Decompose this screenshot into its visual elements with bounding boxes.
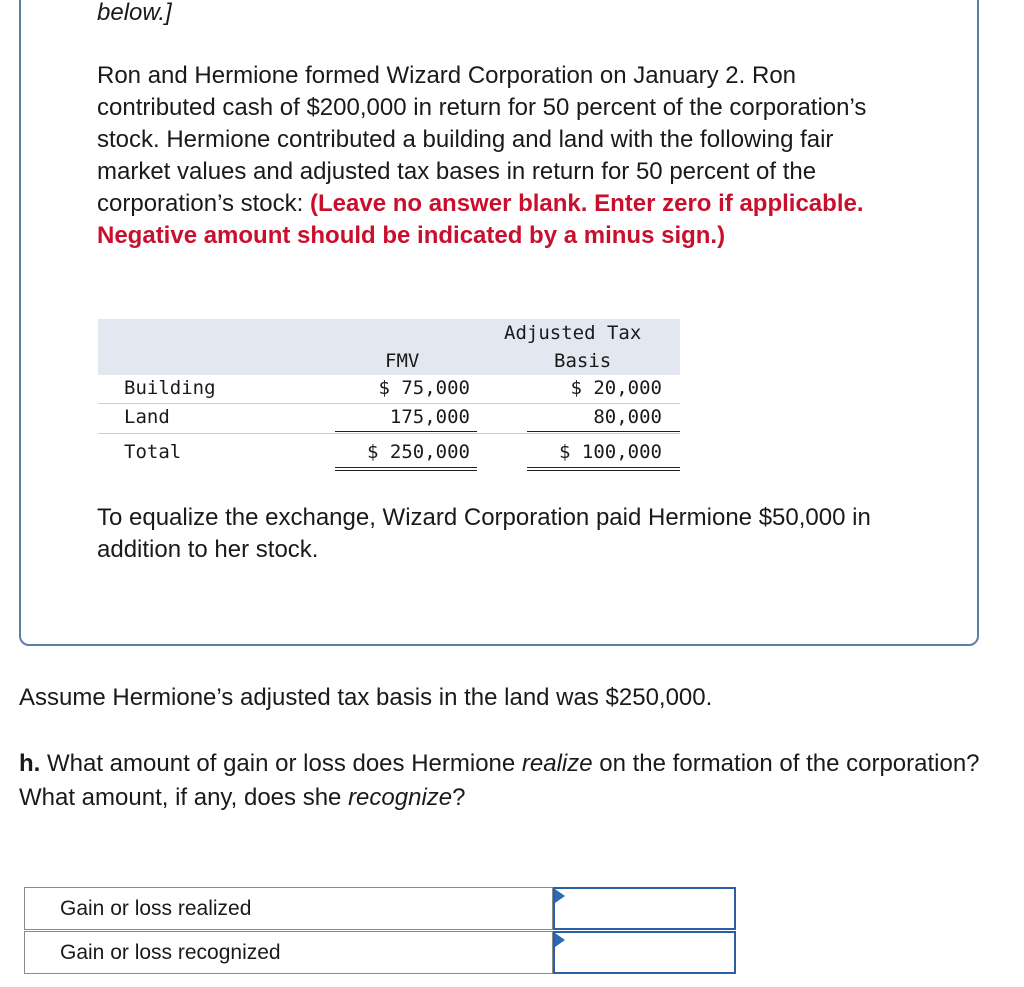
basis-subtotal-rule [527, 431, 680, 432]
row-label-land: Land [124, 406, 170, 428]
problem-paragraph [97, 60, 897, 252]
answer-table [24, 887, 736, 975]
answer-row-recognized [24, 931, 736, 974]
question-realize: realize [521, 750, 593, 777]
instruction-text: (Leave no answer blank. Enter zero if applicable. Negative amount should be indicated by a minus sign.) [97, 190, 864, 249]
row-divider [98, 403, 680, 404]
answer-row-realized [24, 887, 736, 930]
assumption-text: Assume Hermione’s adjusted tax basis in the land was $250,000. [19, 684, 713, 711]
land-basis: 80,000 [593, 406, 662, 428]
gain-realized-input[interactable] [553, 887, 736, 930]
header-adjusted-tax: Adjusted Tax [504, 322, 642, 344]
fmv-subtotal-rule [335, 431, 477, 432]
row-label-total: Total [124, 441, 182, 463]
question-part3: ? [452, 784, 466, 811]
gain-recognized-label: Gain or loss recognized [24, 931, 553, 974]
question-recognize: recognize [348, 784, 453, 811]
building-basis: $ 20,000 [570, 377, 662, 399]
total-basis: $ 100,000 [559, 441, 662, 463]
input-flag-icon [555, 933, 565, 947]
land-fmv: 175,000 [389, 406, 470, 428]
row-divider [98, 433, 680, 434]
intro-tail-text: below.] [97, 0, 172, 26]
question-part2: on the formation of the corporation? What amount, if any, does she [19, 750, 980, 811]
closing-paragraph: To equalize the exchange, Wizard Corporation paid Hermione $50,000 in addition to her stock. [97, 504, 871, 563]
gain-recognized-input[interactable] [553, 931, 736, 974]
gain-realized-label: Gain or loss realized [24, 887, 553, 930]
problem-statement: Ron and Hermione formed Wizard Corporation on January 2. Ron contributed cash of $200,000 in return for 50 percent of the corporation’s stock. Hermione contributed a building and land with the following fair market values and adjusted tax bases in return for 50 percent of the corporation’s stock: [97, 62, 867, 217]
question-letter: h. [19, 750, 41, 777]
question-part1: What amount of gain or loss does Hermione [40, 750, 522, 777]
fmv-total-double-rule [335, 467, 477, 471]
building-fmv: $ 75,000 [378, 377, 470, 399]
row-label-building: Building [124, 377, 216, 399]
question-h [19, 747, 1009, 815]
header-fmv: FMV [385, 350, 420, 372]
total-fmv: $ 250,000 [367, 441, 470, 463]
basis-total-double-rule [527, 467, 680, 471]
input-flag-icon [555, 889, 565, 903]
header-basis: Basis [554, 350, 612, 372]
